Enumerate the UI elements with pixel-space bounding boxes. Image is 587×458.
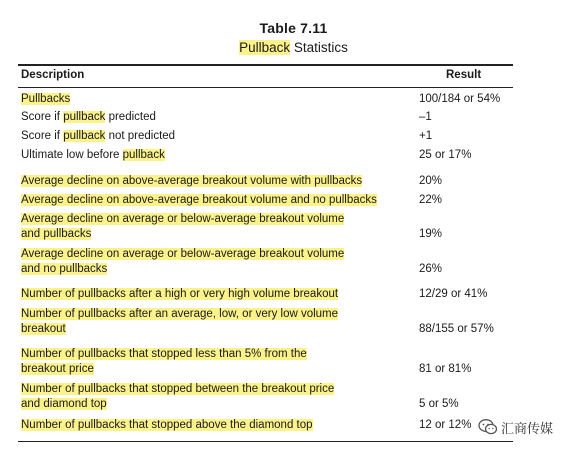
- row-result: –1: [419, 111, 432, 123]
- row-result: 88/155 or 57%: [419, 323, 494, 335]
- description-line: [21, 307, 401, 322]
- description-text: Score if: [21, 130, 64, 142]
- highlight-term: Number of pullbacks after an average, low, or very low volume: [21, 308, 339, 320]
- row-result: 12/29 or 41%: [419, 288, 488, 300]
- description-line: [21, 287, 401, 302]
- row-description: [21, 382, 401, 412]
- highlight-term: Average decline on average or below-average breakout volume: [21, 213, 345, 225]
- description-line: [21, 347, 401, 362]
- highlight-term: Average decline on average or below-average breakout volume: [21, 248, 345, 260]
- description-text: predicted: [105, 111, 156, 123]
- table-header-rule: [18, 87, 513, 88]
- description-text: Score if: [21, 111, 64, 123]
- row-result: 22%: [419, 194, 443, 206]
- highlight-term: breakout: [21, 323, 66, 335]
- row-result: 25 or 17%: [419, 149, 472, 161]
- row-result: 19%: [419, 228, 443, 240]
- row-result: 12 or 12%: [419, 419, 472, 431]
- row-description: [21, 287, 401, 302]
- row-description: [21, 110, 401, 125]
- watermark-text: 汇商传媒: [501, 420, 554, 436]
- description-line: [21, 322, 401, 337]
- wechat-icon: [478, 418, 498, 436]
- highlight-term: and pullbacks: [21, 228, 92, 240]
- description-line: [21, 362, 401, 377]
- row-description: [21, 247, 401, 277]
- description-line: [21, 247, 401, 262]
- description-line: [21, 129, 401, 144]
- row-description: [21, 92, 401, 107]
- description-line: [21, 212, 401, 227]
- row-description: [21, 148, 401, 163]
- highlight-term: pullback: [63, 111, 106, 123]
- table-number: Table 7.11: [259, 20, 328, 36]
- description-line: [21, 227, 401, 242]
- table-title: [0, 40, 587, 55]
- title-highlight: Pullback: [239, 40, 291, 55]
- description-line: [21, 174, 401, 189]
- row-result: 5 or 5%: [419, 398, 459, 410]
- row-result: 100/184 or 54%: [419, 93, 501, 105]
- highlight-term: Average decline on above-average breakout volume and no pullbacks: [21, 194, 377, 206]
- description-line: [21, 193, 401, 208]
- highlight-term: Number of pullbacks that stopped less than 5% from the: [21, 348, 307, 360]
- row-result: 81 or 81%: [419, 363, 472, 375]
- highlight-term: pullback: [63, 130, 106, 142]
- row-description: [21, 307, 401, 337]
- highlight-term: and diamond top: [21, 398, 107, 410]
- row-description: [21, 418, 401, 433]
- row-description: [21, 347, 401, 377]
- description-line: [21, 382, 401, 397]
- row-description: [21, 129, 401, 144]
- highlight-term: Number of pullbacks that stopped between the breakout price: [21, 383, 335, 395]
- title-rest: Statistics: [290, 40, 348, 55]
- watermark: [478, 415, 555, 439]
- highlight-term: and no pullbacks: [21, 263, 108, 275]
- description-text: not predicted: [105, 130, 176, 142]
- description-line: [21, 397, 401, 412]
- row-result: 26%: [419, 263, 443, 275]
- highlight-term: Number of pullbacks that stopped above the diamond top: [21, 419, 313, 431]
- description-line: [21, 262, 401, 277]
- row-description: [21, 193, 401, 208]
- column-header-result: Result: [446, 69, 482, 81]
- row-result: +1: [419, 130, 433, 142]
- highlight-term: Average decline on above-average breakout volume with pullbacks: [21, 175, 363, 187]
- highlight-term: pullback: [122, 149, 165, 161]
- row-description: [21, 174, 401, 189]
- row-result: 20%: [419, 175, 443, 187]
- highlight-term: Pullbacks: [21, 93, 71, 105]
- description-line: [21, 110, 401, 125]
- description-text: Ultimate low before: [21, 149, 123, 161]
- description-line: [21, 418, 401, 433]
- row-description: [21, 212, 401, 242]
- highlight-term: Number of pullbacks after a high or very high volume breakout: [21, 288, 339, 300]
- description-line: [21, 148, 401, 163]
- table-top-rule: [18, 64, 513, 66]
- column-header-description: Description: [21, 69, 85, 81]
- highlight-term: breakout price: [21, 363, 94, 375]
- table-bottom-rule: [18, 441, 513, 442]
- description-line: [21, 92, 401, 107]
